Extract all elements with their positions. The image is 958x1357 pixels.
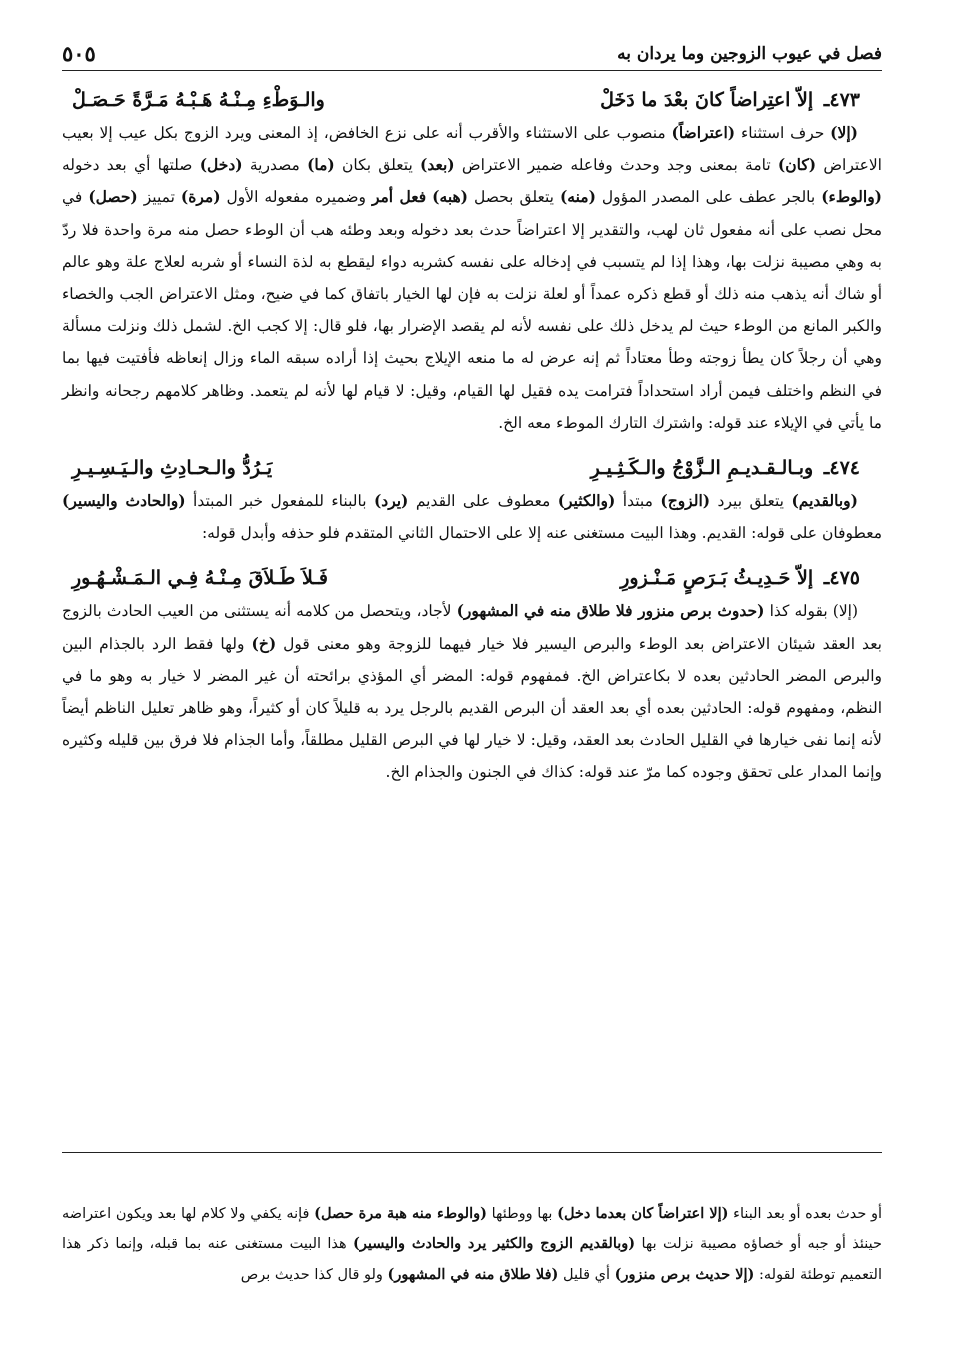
bold-term: (ما) — [307, 155, 335, 175]
text-run: حرف استثناء — [735, 124, 831, 142]
text-run: مصدرية — [242, 156, 308, 175]
bold-term: فعل أمر — [371, 187, 427, 207]
bold-term: (والحادث واليسير) — [62, 491, 186, 511]
text-run: هذا البيت مستغنى عنه بما قبله، وإنما ذكر هذا التعميم توطئة لقوله: — [62, 1236, 882, 1283]
verse-first-text: إلاّ اعتِراضاً كانَ بعْدَ ما دَخَلْ — [600, 89, 814, 111]
bold-term: (مرة) — [180, 187, 221, 207]
bold-term: (هبه) — [432, 187, 469, 207]
text-run: ولها فقط الرد بالجذام البين والبرص المضر الحادثين بعده لا بكاعتراض الخ. فمفهوم قوله: المضر أي المؤذي برائحته أن غير المضر لا خيار به وهو ما في النظم، ومفهوم قوله: الحادثين بعده أي بعد العقد أن البرص القديم بالرجل يرد به قليلاً كان أو كثيراً، وهو ظاهر تعليل الناظم أيضاً لأنه إنما نفى خيارها في القليل الحادث بعد العقد، وقيل: لا خيار لها في البرص القليل مطلقاً، وأما الجذام فلا فرق بين قليله وكثيره وإنما المدار على تحقق وجوده كما مرّ عند قوله: كذاك في الجنون والجذام الخ. — [62, 634, 882, 782]
verse-number: ٤٧٤ـ — [823, 457, 860, 480]
bold-term: (والوطء) — [821, 187, 883, 207]
text-run: يتعلق بكان — [334, 156, 421, 175]
page-header — [62, 24, 882, 71]
text-run: أي قليل — [558, 1266, 615, 1283]
verse-second-hemistich: يَـرُدُّ والـحـادِثِ والـيَـسِـيـرِ — [72, 457, 273, 480]
bold-term: (والكثير) — [557, 491, 616, 511]
bold-term: (منه) — [559, 187, 596, 207]
text-run: بها ووطئها — [486, 1205, 558, 1222]
text-run: تمييز — [137, 188, 181, 207]
bold-term: (فلا طلاق منه في المشهور) — [387, 1265, 559, 1283]
verse-number: ٤٧٥ـ — [823, 567, 860, 590]
verse-first-hemistich — [591, 453, 860, 483]
bold-term: (دخل) — [199, 155, 243, 175]
commentary-paragraph-473 — [62, 117, 882, 439]
verse-number: ٤٧٣ـ — [823, 89, 860, 111]
bold-term: (وبالقديم الزوج والكثير يرد والحادث واليسير) — [353, 1235, 636, 1252]
text-run: يتعلق بحصل — [468, 188, 560, 207]
bold-term: (إلا حديث برص منزور) — [614, 1265, 755, 1283]
verse-first-text: وبـالـقـديـمِ الـزَّوْجُ والـكَـثِـيـرِ — [590, 457, 814, 480]
text-run: تامة بمعنى وجد وحدث وفاعله ضمير الاعتراض — [454, 156, 778, 175]
bold-term: (حدوث برص منزور فلا طلاق منه في المشهور) — [456, 601, 765, 621]
verse-second-hemistich: فَـلاَ طَـلاَقَ مِـنْـهُ فِـي الـمَـشْـهُـورِ — [72, 567, 328, 590]
bold-term: (بعد) — [420, 155, 455, 175]
bold-term: (إلا) — [830, 123, 858, 142]
commentary-paragraph-474 — [62, 485, 882, 549]
text-run: وضميره مفعوله الأول — [220, 188, 372, 207]
text-run: يتعلق بيرد — [710, 492, 792, 511]
bold-term: (إلا اعتراضاً كان بعدما دخل) — [557, 1204, 729, 1222]
text-run: صلتها أي بعد دخوله — [62, 156, 200, 175]
bold-term: (والوطء منه هبة مرة حصل) — [314, 1204, 487, 1222]
footnote-separator — [62, 1152, 882, 1153]
commentary-paragraph-475 — [62, 595, 882, 788]
verse-first-hemistich — [600, 85, 860, 115]
bold-term: (يرد) — [373, 491, 409, 511]
bold-term: (كان) — [777, 155, 817, 175]
verse-second-hemistich: والـوَطْءِ مِـنْـهُ هَـبْـهُ مَـرَّةً حَـصَـلْ — [72, 89, 325, 111]
bold-term: (الزوج) — [660, 491, 711, 511]
footnote-text — [62, 1199, 882, 1291]
text-run: لأجاد، ويتحصل من كلامه أنه يستثنى من العيب الحادث بالزوج بعد العقد شيئان الاعتراض بعد الوطء والبرص اليسير فلا خيار فيهما للزوجة وهو معنى قول — [62, 602, 882, 653]
text-run: فإنه يكفي ولا كلام لها بعد ويكون اعتراضه حينئذ أو جبه أو خصاؤه مصيبة نزلت بها — [62, 1205, 883, 1252]
text-run: معطوفان على قوله: القديم. وهذا البيت مستغنى عنه إلا على الاحتمال الثاني المتقدم فلو حذفه وأبدل قوله: — [201, 524, 882, 543]
text-run: مبتدأ — [615, 492, 661, 511]
bold-term: (حصل) — [88, 187, 138, 207]
verse-first-hemistich — [620, 563, 860, 593]
bold-term: (خ) — [251, 633, 277, 653]
verse-473 — [62, 85, 882, 115]
text-run: معطوف على القديم — [408, 492, 558, 511]
text-run: ولو قال كذا حديث برص — [240, 1266, 388, 1283]
running-title: فصل في عيوب الزوجين وما يردان به — [617, 44, 882, 64]
verse-first-text: إلاّ حَـدِيـثُ بَـرَصٍ مَـنْـزورِ — [620, 567, 814, 590]
verse-475 — [62, 563, 882, 593]
verse-474 — [62, 453, 882, 483]
text-run: منصوب على الاستثناء والأقرب أنه على نزع الخافض، إذ المعنى ويرد الزوج بكل عيب إلا بعيب الاعتراض — [62, 124, 882, 175]
text-run: بالبناء للمفعول خبر المبتدأ — [185, 492, 374, 511]
text-run: بالجر عطف على المصدر المؤول — [595, 188, 822, 207]
page-number: ٥٠٥ — [62, 41, 96, 66]
bold-term: (اعتراضاً) — [671, 123, 736, 142]
text-run: أو حدث بعده أو بعد البناء — [728, 1205, 882, 1222]
bold-term: (وبالقديم) — [791, 491, 858, 511]
book-page — [62, 24, 882, 1344]
text-run: (إلا) بقوله كذا — [764, 602, 859, 621]
text-run: في محل نصب على أنه مفعول ثان لهب، والتقدير إلا اعتراضاً حدث بعد دخوله وبعد وطئه هب أن الوطء حصل منه مرة واحدة فلا ردّ به وهي مصيبة نزلت بها، وهذا إذا لم يتسبب في إدخاله على نفسه كشربه دواء ليقطع به لذة النساء أو شربه لعلاج علة وهو عالم أو شاك أنه يذهب منه ذلك أو قطع ذكره عمداً أو لعلة نزلت به فإن لها الخيار باتفاق كما في ضيح، ومثل الاعتراض الجب والخصاء والكبر المانع من الوطء حيث لم يدخل ذلك على نفسه لأنه لم يقصد الإضرار بها، فلو قال: إلا كجب الخ. لشمل ذلك ونزلت مسألة وهي أن رجلاً كان يطأ زوجته وطأ معتاداً ثم إنه عرض له ما منعه الإيلاج بحيث إذا أراده سبقه الماء وزال إنعاظه فأفتيت فيها بما في النظم واختلف فيمن أراد استحداداً فترامت يده فقيل لها القيام، وقيل: لا قيام لها لأنه لم يتعمد. وظاهر كلامهم رجحانه وانظر ما يأتي في الإيلاء عند قوله: واشترك التارك الموطء معه الخ. — [62, 188, 882, 432]
